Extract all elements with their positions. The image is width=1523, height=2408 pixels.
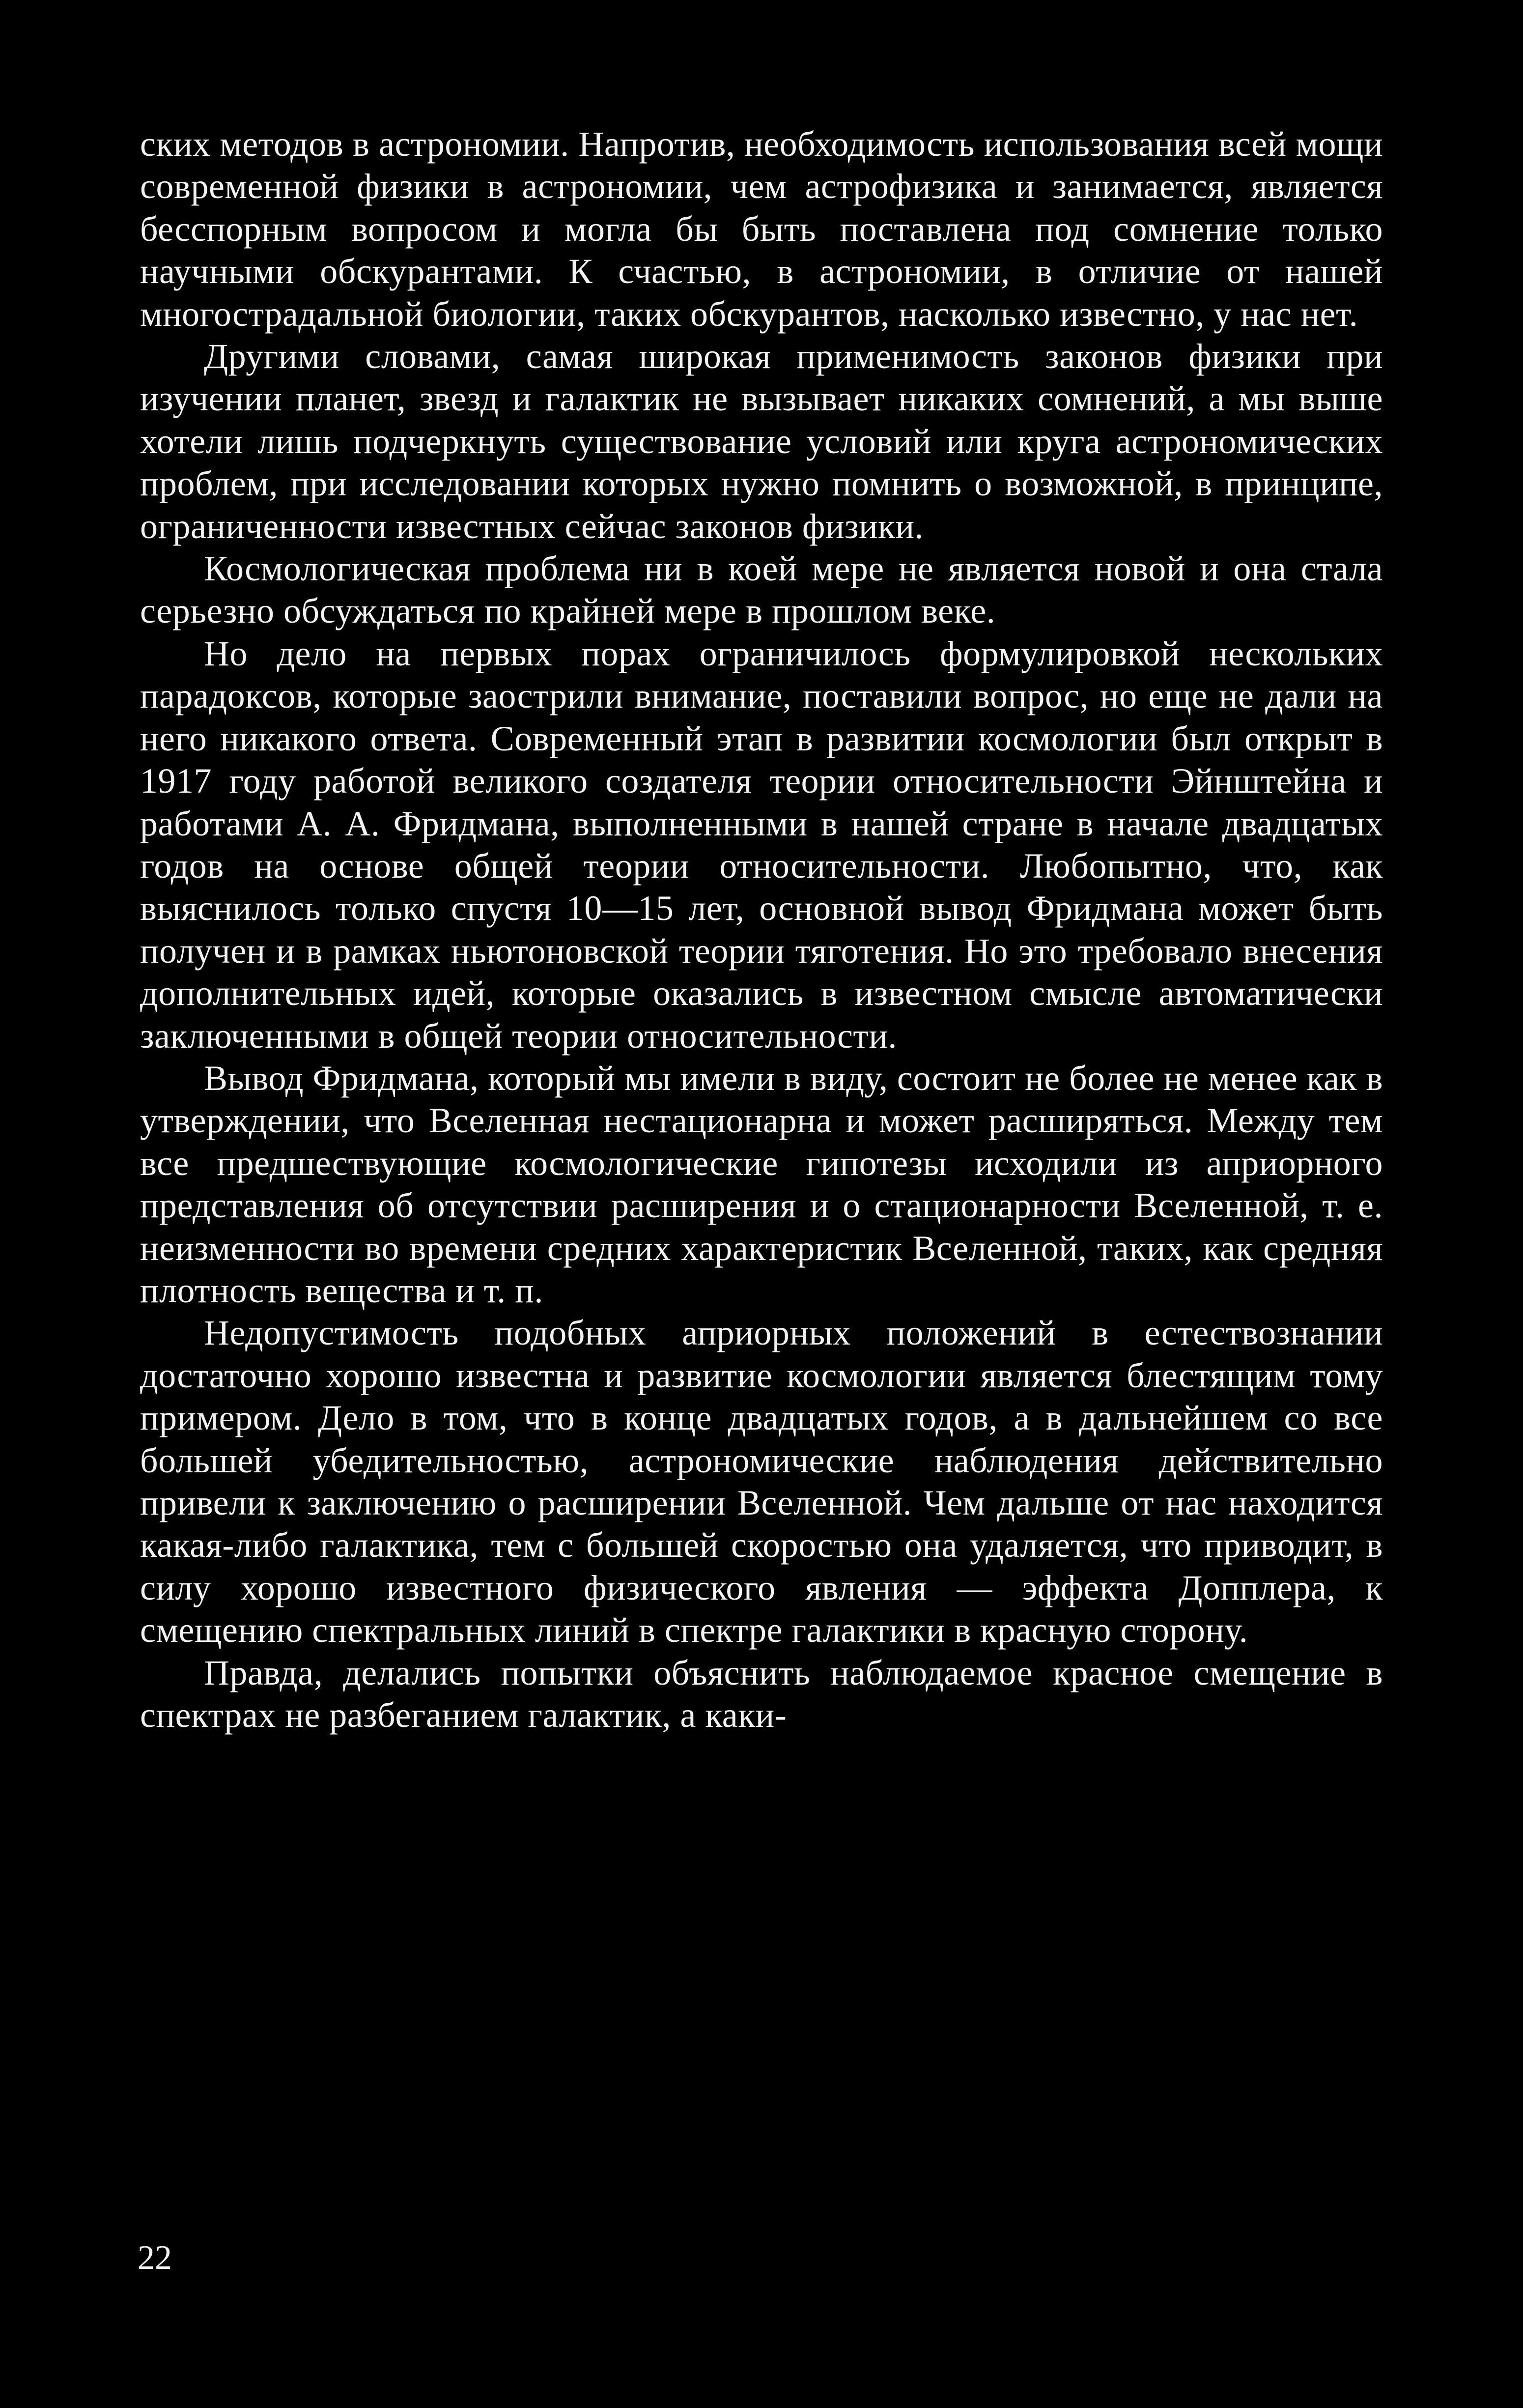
page-number: 22 xyxy=(138,2239,172,2277)
paragraph-3: Космологическая проблема ни в коей мере не является новой и она стала серьезно обсуждаться по крайней мере в прошлом веке. xyxy=(140,549,1383,631)
paragraph-2: Другими словами, самая широкая применимость законов физики при изучении планет, звезд и галактик не вызывает никаких сомнений, а мы выше хотели лишь подчеркнуть существование условий или круга астрономических проблем, при исследовании которых нужно помнить о возможной, в принципе, ограниченности известных сейчас законов физики. xyxy=(140,337,1383,546)
paragraph-5: Вывод Фридмана, который мы имели в виду, состоит не более не менее как в утверждении, что Вселенная нестационарна и может расширяться. Между тем все предшествующие космологические гипотезы исходили из априорного представления об отсутствии расширения и о стационарности Вселенной, т. е. неизменности во времени средних характеристик Вселенной, таких, как средняя плотность вещества и т. п. xyxy=(140,1058,1383,1310)
paragraph-6: Недопустимость подобных априорных положений в естествознании достаточно хорошо известна и развитие космологии является блестящим тому примером. Дело в том, что в конце двадцатых годов, а в дальнейшем со все большей убедительностью, астрономические наблюдения действительно привели к заключению о расширении Вселенной. Чем дальше от нас находится какая-либо галактика, тем с большей скоростью она удаляется, что приводит, в силу хорошо известного физического явления — эффекта Допплера, к смещению спектральных линий в спектре галактики в красную сторону. xyxy=(140,1313,1383,1650)
paragraph-4: Но дело на первых порах ограничилось формулировкой нескольких парадоксов, которые заострили внимание, поставили вопрос, но еще не дали на него никакого ответа. Современный этап в развитии космологии был открыт в 1917 году работой великого создателя теории относительности Эйнштейна и работами А. А. Фридмана, выполненными в нашей стране в начале двадцатых годов на основе общей теории относительности. Любопытно, что, как выяснилось только спустя 10—15 лет, основной вывод Фридмана может быть получен и в рамках ньютоновской теории тяготения. Но это требовало внесения дополнительных идей, которые оказались в известном смысле автоматически заключенными в общей теории относительности. xyxy=(140,633,1383,1056)
paragraph-1: ских методов в астрономии. Напротив, необходимость использования всей мощи современной физики в астрономии, чем астрофизика и занимается, является бесспорным вопросом и могла бы быть поставлена под сомнение только научными обскурантами. К счастью, в астрономии, в отличие от нашей многострадальной биологии, таких обскурантов, насколько известно, у нас нет. xyxy=(140,124,1383,334)
body-text xyxy=(140,123,1383,1736)
paragraph-7: Правда, делались попытки объяснить наблюдаемое красное смещение в спектрах не разбеганием галактик, а каки- xyxy=(140,1653,1383,1735)
